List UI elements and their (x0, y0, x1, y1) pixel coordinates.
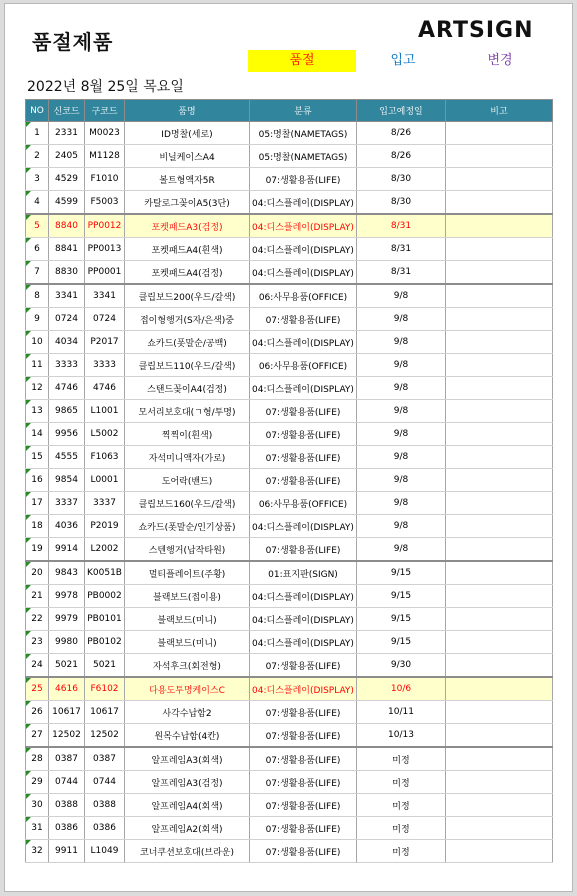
row-new-code-cell: 5021 (49, 654, 85, 678)
row-category-cell: 07:생활용품(LIFE) (250, 168, 357, 191)
row-old-code-cell: 3333 (85, 354, 125, 377)
row-old-code-cell: 0724 (85, 308, 125, 331)
row-name-cell: 포켓패드A4(검정) (125, 261, 250, 285)
row-category-cell: 07:생활용품(LIFE) (250, 724, 357, 748)
row-no-cell: 9 (26, 308, 49, 331)
row-category-cell: 06:사무용품(OFFICE) (250, 354, 357, 377)
row-no-cell: 3 (26, 168, 49, 191)
row-name-cell: 알프레임A4(회색) (125, 794, 250, 817)
row-new-code-cell: 8840 (49, 214, 85, 238)
row-no-cell: 17 (26, 492, 49, 515)
table-row (26, 608, 553, 631)
row-name-cell: 비닐케이스A4 (125, 145, 250, 168)
row-note-cell (446, 284, 553, 308)
row-note-cell (446, 747, 553, 771)
row-eta-cell: 9/15 (357, 561, 446, 585)
row-no-cell: 14 (26, 423, 49, 446)
row-new-code-cell: 3337 (49, 492, 85, 515)
row-eta-cell: 9/8 (357, 354, 446, 377)
row-name-cell: 포켓패드A4(흰색) (125, 238, 250, 261)
report-date: 2022년 8월 25일 목요일 (27, 79, 184, 95)
table-row (26, 771, 553, 794)
row-no-cell: 29 (26, 771, 49, 794)
row-eta-cell: 9/30 (357, 654, 446, 678)
row-name-cell: 모서리보호대(ㄱ형/투명) (125, 400, 250, 423)
row-category-cell: 04:디스플레이(DISPLAY) (250, 677, 357, 701)
row-new-code-cell: 10617 (49, 701, 85, 724)
table-row (26, 701, 553, 724)
table-header-row (26, 100, 553, 122)
row-old-code-cell: PB0002 (85, 585, 125, 608)
row-name-cell: 클립보드160(우드/갈색) (125, 492, 250, 515)
row-no-cell: 1 (26, 122, 49, 145)
row-eta-cell: 8/31 (357, 238, 446, 261)
row-note-cell (446, 631, 553, 654)
row-name-cell: ID명찰(세로) (125, 122, 250, 145)
row-old-code-cell: M0023 (85, 122, 125, 145)
row-name-cell: 클립보드110(우드/갈색) (125, 354, 250, 377)
row-note-cell (446, 608, 553, 631)
row-eta-cell: 8/31 (357, 214, 446, 238)
row-old-code-cell: PB0101 (85, 608, 125, 631)
row-eta-cell: 8/30 (357, 191, 446, 215)
row-old-code-cell: L0001 (85, 469, 125, 492)
row-new-code-cell: 4555 (49, 446, 85, 469)
table-row (26, 261, 553, 285)
row-note-cell (446, 538, 553, 562)
row-new-code-cell: 9978 (49, 585, 85, 608)
row-no-cell: 11 (26, 354, 49, 377)
row-old-code-cell: 0388 (85, 794, 125, 817)
row-note-cell (446, 771, 553, 794)
table-row (26, 747, 553, 771)
row-category-cell: 06:사무용품(OFFICE) (250, 284, 357, 308)
row-category-cell: 07:생활용품(LIFE) (250, 701, 357, 724)
row-eta-cell: 9/8 (357, 492, 446, 515)
row-no-cell: 24 (26, 654, 49, 678)
row-note-cell (446, 724, 553, 748)
legend-soldout: 품절 (248, 50, 356, 72)
row-note-cell (446, 191, 553, 215)
row-new-code-cell: 3333 (49, 354, 85, 377)
row-note-cell (446, 585, 553, 608)
row-no-cell: 8 (26, 284, 49, 308)
row-no-cell: 22 (26, 608, 49, 631)
row-new-code-cell: 9980 (49, 631, 85, 654)
row-category-cell: 05:명찰(NAMETAGS) (250, 122, 357, 145)
row-eta-cell: 9/8 (357, 331, 446, 354)
row-name-cell: 클립보드200(우드/갈색) (125, 284, 250, 308)
row-name-cell: 볼트형액자5R (125, 168, 250, 191)
row-old-code-cell: F5003 (85, 191, 125, 215)
row-new-code-cell: 0744 (49, 771, 85, 794)
row-name-cell: 자석미니액자(가로) (125, 446, 250, 469)
row-note-cell (446, 145, 553, 168)
row-category-cell: 07:생활용품(LIFE) (250, 538, 357, 562)
row-old-code-cell: 4746 (85, 377, 125, 400)
row-note-cell (446, 354, 553, 377)
column-header-no: NO (26, 100, 49, 122)
row-no-cell: 21 (26, 585, 49, 608)
row-note-cell (446, 701, 553, 724)
row-no-cell: 12 (26, 377, 49, 400)
row-note-cell (446, 377, 553, 400)
table-row (26, 331, 553, 354)
table-row (26, 377, 553, 400)
row-note-cell (446, 122, 553, 145)
row-category-cell: 04:디스플레이(DISPLAY) (250, 377, 357, 400)
row-category-cell: 04:디스플레이(DISPLAY) (250, 515, 357, 538)
row-category-cell: 04:디스플레이(DISPLAY) (250, 238, 357, 261)
legend-incoming: 입고 (390, 53, 416, 68)
row-note-cell (446, 446, 553, 469)
row-name-cell: 원목수납함(4칸) (125, 724, 250, 748)
column-header-note: 비고 (446, 100, 553, 122)
column-header-new-code: 신코드 (49, 100, 85, 122)
row-new-code-cell: 9911 (49, 840, 85, 863)
row-name-cell: 쇼카드(폿말순/인기상품) (125, 515, 250, 538)
row-old-code-cell: M1128 (85, 145, 125, 168)
row-note-cell (446, 561, 553, 585)
row-eta-cell: 미정 (357, 794, 446, 817)
row-note-cell (446, 261, 553, 285)
column-header-category: 분류 (250, 100, 357, 122)
row-no-cell: 32 (26, 840, 49, 863)
table-row (26, 840, 553, 863)
row-eta-cell: 9/8 (357, 538, 446, 562)
row-eta-cell: 8/30 (357, 168, 446, 191)
table-row (26, 492, 553, 515)
row-eta-cell: 9/8 (357, 308, 446, 331)
row-note-cell (446, 168, 553, 191)
table-row (26, 677, 553, 701)
table-row (26, 191, 553, 215)
row-new-code-cell: 0386 (49, 817, 85, 840)
row-category-cell: 04:디스플레이(DISPLAY) (250, 331, 357, 354)
column-header-name: 품명 (125, 100, 250, 122)
row-old-code-cell: P2017 (85, 331, 125, 354)
row-old-code-cell: 3341 (85, 284, 125, 308)
row-name-cell: 블랙보드(미니) (125, 608, 250, 631)
row-category-cell: 06:사무용품(OFFICE) (250, 492, 357, 515)
table-row (26, 400, 553, 423)
row-no-cell: 25 (26, 677, 49, 701)
row-no-cell: 26 (26, 701, 49, 724)
row-category-cell: 07:생활용품(LIFE) (250, 400, 357, 423)
row-old-code-cell: F1010 (85, 168, 125, 191)
row-eta-cell: 8/26 (357, 145, 446, 168)
row-no-cell: 30 (26, 794, 49, 817)
row-note-cell (446, 214, 553, 238)
row-note-cell (446, 677, 553, 701)
row-category-cell: 04:디스플레이(DISPLAY) (250, 214, 357, 238)
row-name-cell: 스탠드꽂이A4(검정) (125, 377, 250, 400)
row-note-cell (446, 400, 553, 423)
row-eta-cell: 9/8 (357, 423, 446, 446)
row-no-cell: 6 (26, 238, 49, 261)
row-eta-cell: 9/8 (357, 446, 446, 469)
row-category-cell: 07:생활용품(LIFE) (250, 446, 357, 469)
table-row (26, 469, 553, 492)
row-note-cell (446, 817, 553, 840)
row-no-cell: 15 (26, 446, 49, 469)
row-no-cell: 28 (26, 747, 49, 771)
table-row (26, 284, 553, 308)
table-row (26, 794, 553, 817)
row-old-code-cell: 12502 (85, 724, 125, 748)
row-eta-cell: 9/15 (357, 631, 446, 654)
row-eta-cell: 10/13 (357, 724, 446, 748)
row-eta-cell: 미정 (357, 840, 446, 863)
row-old-code-cell: 0387 (85, 747, 125, 771)
table-row (26, 122, 553, 145)
row-new-code-cell: 9979 (49, 608, 85, 631)
row-new-code-cell: 9865 (49, 400, 85, 423)
row-category-cell: 07:생활용품(LIFE) (250, 308, 357, 331)
row-old-code-cell: P2019 (85, 515, 125, 538)
row-name-cell: 블랙보드(접이용) (125, 585, 250, 608)
table-row (26, 724, 553, 748)
brand-logo: ARTSIGN (418, 18, 534, 43)
row-new-code-cell: 2405 (49, 145, 85, 168)
row-name-cell: 카탈로그꽂이A5(3단) (125, 191, 250, 215)
row-new-code-cell: 4616 (49, 677, 85, 701)
row-name-cell: 코너쿠션보호대(브라운) (125, 840, 250, 863)
row-category-cell: 07:생활용품(LIFE) (250, 747, 357, 771)
row-no-cell: 13 (26, 400, 49, 423)
row-new-code-cell: 0388 (49, 794, 85, 817)
row-note-cell (446, 654, 553, 678)
row-new-code-cell: 9914 (49, 538, 85, 562)
row-name-cell: 스텐행거(납작타원) (125, 538, 250, 562)
row-eta-cell: 미정 (357, 817, 446, 840)
row-category-cell: 07:생활용품(LIFE) (250, 423, 357, 446)
row-eta-cell: 10/6 (357, 677, 446, 701)
row-note-cell (446, 469, 553, 492)
row-note-cell (446, 794, 553, 817)
row-name-cell: 알프레임A3(검정) (125, 771, 250, 794)
row-no-cell: 5 (26, 214, 49, 238)
row-name-cell: 다용도투명케이스C (125, 677, 250, 701)
table-row (26, 561, 553, 585)
row-new-code-cell: 8830 (49, 261, 85, 285)
row-no-cell: 27 (26, 724, 49, 748)
row-category-cell: 04:디스플레이(DISPLAY) (250, 191, 357, 215)
row-note-cell (446, 238, 553, 261)
row-name-cell: 접이형행거(S자/은색)중 (125, 308, 250, 331)
table-row (26, 354, 553, 377)
row-old-code-cell: 0744 (85, 771, 125, 794)
row-eta-cell: 미정 (357, 771, 446, 794)
row-old-code-cell: 10617 (85, 701, 125, 724)
row-new-code-cell: 2331 (49, 122, 85, 145)
legend-changed: 변경 (487, 53, 513, 68)
row-old-code-cell: PP0013 (85, 238, 125, 261)
row-old-code-cell: PP0001 (85, 261, 125, 285)
row-name-cell: 블랙보드(미니) (125, 631, 250, 654)
row-category-cell: 04:디스플레이(DISPLAY) (250, 631, 357, 654)
row-name-cell: 도어락(밴드) (125, 469, 250, 492)
row-eta-cell: 9/15 (357, 608, 446, 631)
table-row (26, 585, 553, 608)
row-old-code-cell: 3337 (85, 492, 125, 515)
table-row (26, 654, 553, 678)
row-note-cell (446, 423, 553, 446)
row-no-cell: 20 (26, 561, 49, 585)
row-name-cell: 사각수납함2 (125, 701, 250, 724)
row-no-cell: 16 (26, 469, 49, 492)
row-new-code-cell: 0724 (49, 308, 85, 331)
row-eta-cell: 8/26 (357, 122, 446, 145)
table-row (26, 817, 553, 840)
document-page (4, 3, 573, 892)
row-eta-cell: 9/8 (357, 400, 446, 423)
table-row (26, 631, 553, 654)
row-note-cell (446, 492, 553, 515)
row-category-cell: 04:디스플레이(DISPLAY) (250, 261, 357, 285)
row-new-code-cell: 9843 (49, 561, 85, 585)
row-old-code-cell: L1049 (85, 840, 125, 863)
row-old-code-cell: L2002 (85, 538, 125, 562)
row-eta-cell: 9/8 (357, 377, 446, 400)
row-note-cell (446, 515, 553, 538)
row-note-cell (446, 308, 553, 331)
row-category-cell: 07:생활용품(LIFE) (250, 654, 357, 678)
row-old-code-cell: K0051B (85, 561, 125, 585)
row-name-cell: 알프레임A3(회색) (125, 747, 250, 771)
row-old-code-cell: L1001 (85, 400, 125, 423)
table-row (26, 145, 553, 168)
row-category-cell: 07:생활용품(LIFE) (250, 817, 357, 840)
row-no-cell: 4 (26, 191, 49, 215)
row-eta-cell: 9/8 (357, 469, 446, 492)
row-category-cell: 01:표지판(SIGN) (250, 561, 357, 585)
row-old-code-cell: L5002 (85, 423, 125, 446)
table-row (26, 446, 553, 469)
column-header-eta: 입고예정일 (357, 100, 446, 122)
page-title: 품절제품 (32, 30, 114, 54)
row-new-code-cell: 4529 (49, 168, 85, 191)
row-category-cell: 07:생활용품(LIFE) (250, 469, 357, 492)
row-old-code-cell: PP0012 (85, 214, 125, 238)
row-category-cell: 07:생활용품(LIFE) (250, 771, 357, 794)
row-eta-cell: 8/31 (357, 261, 446, 285)
row-name-cell: 알프레임A2(회색) (125, 817, 250, 840)
table-row (26, 214, 553, 238)
row-new-code-cell: 3341 (49, 284, 85, 308)
row-category-cell: 04:디스플레이(DISPLAY) (250, 608, 357, 631)
row-new-code-cell: 4599 (49, 191, 85, 215)
table-row (26, 238, 553, 261)
row-eta-cell: 9/15 (357, 585, 446, 608)
row-name-cell: 쇼카드(폿말순/공백) (125, 331, 250, 354)
row-eta-cell: 9/8 (357, 515, 446, 538)
row-old-code-cell: PB0102 (85, 631, 125, 654)
row-new-code-cell: 4036 (49, 515, 85, 538)
row-no-cell: 2 (26, 145, 49, 168)
row-no-cell: 7 (26, 261, 49, 285)
table-row (26, 515, 553, 538)
row-old-code-cell: F6102 (85, 677, 125, 701)
table-row (26, 168, 553, 191)
row-new-code-cell: 9956 (49, 423, 85, 446)
row-new-code-cell: 4746 (49, 377, 85, 400)
row-name-cell: 찍찍이(흰색) (125, 423, 250, 446)
row-no-cell: 31 (26, 817, 49, 840)
row-new-code-cell: 0387 (49, 747, 85, 771)
row-new-code-cell: 8841 (49, 238, 85, 261)
row-name-cell: 자석후크(회전형) (125, 654, 250, 678)
row-eta-cell: 9/8 (357, 284, 446, 308)
row-old-code-cell: F1063 (85, 446, 125, 469)
row-no-cell: 10 (26, 331, 49, 354)
row-no-cell: 19 (26, 538, 49, 562)
row-old-code-cell: 0386 (85, 817, 125, 840)
row-category-cell: 04:디스플레이(DISPLAY) (250, 585, 357, 608)
row-category-cell: 07:생활용품(LIFE) (250, 840, 357, 863)
column-header-old-code: 구코드 (85, 100, 125, 122)
row-category-cell: 07:생활용품(LIFE) (250, 794, 357, 817)
row-eta-cell: 10/11 (357, 701, 446, 724)
table-row (26, 423, 553, 446)
row-name-cell: 포켓패드A3(검정) (125, 214, 250, 238)
row-note-cell (446, 331, 553, 354)
row-name-cell: 멀티플레이트(주황) (125, 561, 250, 585)
soldout-table (25, 99, 553, 863)
row-new-code-cell: 4034 (49, 331, 85, 354)
row-no-cell: 23 (26, 631, 49, 654)
row-category-cell: 05:명찰(NAMETAGS) (250, 145, 357, 168)
row-new-code-cell: 12502 (49, 724, 85, 748)
row-new-code-cell: 9854 (49, 469, 85, 492)
row-no-cell: 18 (26, 515, 49, 538)
table-row (26, 538, 553, 562)
table-row (26, 308, 553, 331)
row-note-cell (446, 840, 553, 863)
row-eta-cell: 미정 (357, 747, 446, 771)
row-old-code-cell: 5021 (85, 654, 125, 678)
